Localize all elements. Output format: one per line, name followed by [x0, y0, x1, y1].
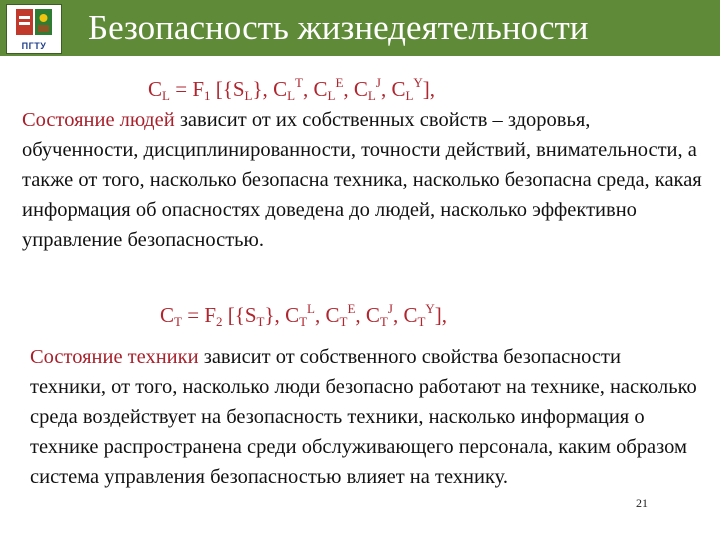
formula-people-state: $C_L = F_1$ [$\{S_L\}$, $C_L^T$, $C_L^E$, $C_L^J$, $C_L^Y$],: [148, 75, 436, 103]
formula-term: $C_L^J$: [353, 75, 381, 103]
paragraph-text: зависит от собственного свойства безопасности техники, от того, насколько люди безопасно работают на технике, насколько среда воздействует на безопасность техники, насколько информация о технике распространена среди обслуживающего персонала, каким образом система управления безопасностью влияет на технику.: [30, 346, 697, 488]
formula-function: $F_1$: [192, 77, 211, 103]
formula-term: $C_T^Y$: [403, 301, 435, 329]
formula-function: $F_2$: [204, 303, 223, 329]
logo-text: ПГТУ: [21, 41, 47, 51]
paragraph-technics-state: [30, 342, 700, 492]
formula-term: $C_T^E$: [325, 301, 356, 329]
term-technics-state: Состояние техники: [30, 346, 199, 368]
formula-term: $C_L^Y$: [391, 75, 423, 103]
page-number: 21: [636, 496, 648, 510]
formula-term: $C_T^L$: [285, 301, 315, 329]
slide-title: Безопасность жизнедеятельности: [88, 8, 589, 47]
paragraph-people-state: [22, 105, 702, 255]
formula-lhs: $C_T$: [160, 303, 182, 329]
formula-term: $C_T^J$: [365, 301, 393, 329]
formula-lhs: $C_L$: [148, 77, 170, 103]
title-bar: [0, 0, 720, 56]
crest-icon: [15, 8, 53, 36]
formula-technics-state: $C_T = F_2$ [$\{S_T\}$, $C_T^L$, $C_T^E$, $C_T^J$, $C_T^Y$],: [160, 301, 448, 329]
paragraph-text: зависит от их собственных свойств – здоровья, обученности, дисциплинированности, точности действий, внимательности, а также от того, насколько безопасна техника, насколько безопасна среда, какая информация об опасностях доведена до людей, насколько эффективно управление безопасностью.: [22, 109, 702, 251]
formula-term: $C_L^T$: [273, 75, 303, 103]
formula-term: $C_L^E$: [313, 75, 344, 103]
term-people-state: Состояние людей: [22, 109, 175, 131]
university-logo: [6, 4, 62, 54]
